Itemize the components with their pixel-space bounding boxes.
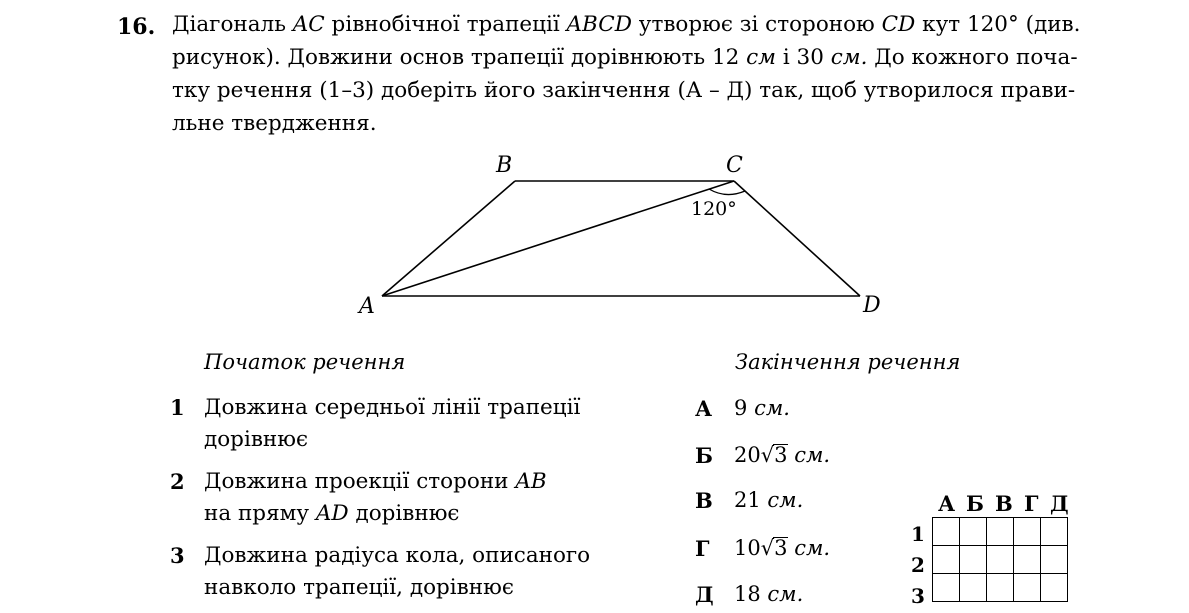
answer-cell-2-v[interactable] bbox=[987, 546, 1014, 574]
answer-cell-2-g[interactable] bbox=[1014, 546, 1041, 574]
ending-letter-d: Д bbox=[695, 582, 714, 607]
answer-cell-1-v[interactable] bbox=[987, 518, 1014, 546]
grid-column-b: Б bbox=[966, 491, 984, 516]
grid-column-d: Д bbox=[1050, 491, 1069, 516]
angle-label: 120° bbox=[691, 198, 737, 220]
ending-text-d: 18 см. bbox=[734, 582, 804, 606]
answer-grid bbox=[932, 517, 1068, 602]
question-number: 16. bbox=[117, 14, 156, 40]
ending-text-g: 10√3 см. bbox=[734, 536, 831, 560]
beginning-number-3: 3 bbox=[170, 543, 185, 568]
ending-letter-g: Г bbox=[695, 536, 710, 561]
grid-row-2: 2 bbox=[911, 553, 925, 577]
answer-cell-2-b[interactable] bbox=[960, 546, 987, 574]
answer-grid-row bbox=[933, 546, 1068, 574]
question-text-line-4: льне твердження. bbox=[172, 111, 377, 136]
answer-cell-1-a[interactable] bbox=[933, 518, 960, 546]
side-cd bbox=[734, 181, 860, 296]
answer-grid-row bbox=[933, 518, 1068, 546]
endings-header: Закінчення речення bbox=[735, 350, 961, 374]
answer-cell-3-g[interactable] bbox=[1014, 574, 1041, 602]
ending-letter-v: В bbox=[695, 488, 713, 513]
vertex-label-c: C bbox=[726, 153, 743, 178]
beginning-number-1: 1 bbox=[170, 395, 185, 420]
grid-column-v: В bbox=[995, 491, 1013, 516]
beginning-number-2: 2 bbox=[170, 469, 185, 494]
diagonal-ac bbox=[382, 181, 734, 296]
ending-letter-a: А bbox=[695, 396, 713, 421]
ending-text-a: 9 см. bbox=[734, 396, 790, 420]
beginnings-header: Початок речення bbox=[204, 350, 406, 374]
side-ab bbox=[382, 181, 515, 296]
answer-cell-2-d[interactable] bbox=[1041, 546, 1068, 574]
answer-cell-3-a[interactable] bbox=[933, 574, 960, 602]
vertex-label-b: B bbox=[496, 153, 513, 178]
question-text-line-2: рисунок). Довжини основ трапеції дорівнюють 12 см і 30 см. До кожного поча- bbox=[172, 45, 1078, 70]
grid-row-1: 1 bbox=[911, 522, 925, 546]
answer-cell-1-b[interactable] bbox=[960, 518, 987, 546]
vertex-label-a: A bbox=[359, 294, 375, 319]
grid-row-3: 3 bbox=[911, 584, 925, 608]
question-text-line-1: Діагональ AC рівнобічної трапеції ABCD утворює зі стороною CD кут 120° (див. bbox=[172, 12, 1081, 37]
beginning-text-1: Довжина середньої лінії трапеції дорівнює bbox=[204, 395, 581, 452]
grid-column-a: А bbox=[938, 491, 956, 516]
answer-cell-3-b[interactable] bbox=[960, 574, 987, 602]
answer-cell-1-g[interactable] bbox=[1014, 518, 1041, 546]
ending-letter-b: Б bbox=[695, 443, 713, 468]
answer-grid-row bbox=[933, 574, 1068, 602]
beginning-text-3: Довжина радіуса кола, описаного навколо трапеції, дорівнює bbox=[204, 543, 591, 600]
question-text-line-3: тку речення (1–3) доберіть його закінчення (А – Д) так, щоб утворилося прави- bbox=[172, 78, 1076, 103]
answer-cell-1-d[interactable] bbox=[1041, 518, 1068, 546]
vertex-label-d: D bbox=[863, 293, 881, 318]
angle-arc bbox=[709, 189, 745, 195]
answer-cell-3-v[interactable] bbox=[987, 574, 1014, 602]
grid-column-g: Г bbox=[1024, 491, 1039, 516]
ending-text-b: 20√3 см. bbox=[734, 443, 831, 467]
answer-cell-2-a[interactable] bbox=[933, 546, 960, 574]
answer-cell-3-d[interactable] bbox=[1041, 574, 1068, 602]
beginning-text-2: Довжина проекції сторони AB на пряму AD дорівнює bbox=[204, 469, 547, 526]
ending-text-v: 21 см. bbox=[734, 488, 804, 512]
